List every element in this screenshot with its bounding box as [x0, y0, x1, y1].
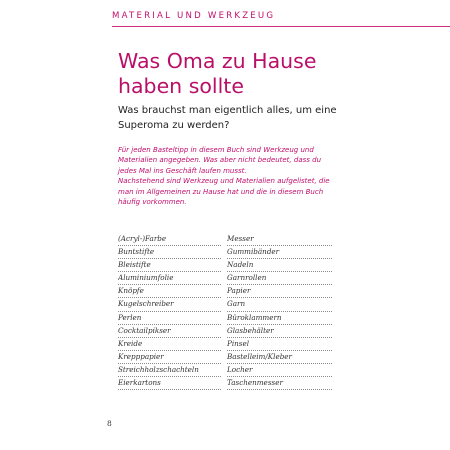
list-item: Cocktailpikser	[118, 325, 221, 338]
page-number: 8	[107, 419, 112, 428]
list-item: Buntstifte	[118, 246, 221, 259]
list-item: Kugelschreiber	[118, 298, 221, 311]
running-header	[112, 11, 450, 29]
list-item: Kreide	[118, 338, 221, 351]
intro-paragraph-2: Nachstehend sind Werkzeug und Materialien aufgelistet, die man im Allgemeinen zu Hause hat und die in diesem Buch häufig vorkommen.	[118, 177, 330, 207]
list-item: Aluminiumfolie	[118, 272, 221, 285]
list-item: Locher	[227, 364, 332, 377]
list-item: Krepppapier	[118, 351, 221, 364]
list-item: Messer	[227, 233, 332, 246]
page-title-line-2: haben sollte	[118, 74, 244, 98]
intro-paragraph-1: Für jeden Basteltipp in diesem Buch sind Werkzeug und Materialien angegeben. Was aber nicht bedeutet, dass du jedes Mal ins Geschäft laufen musst.	[118, 146, 322, 175]
list-item: (Acryl-)Farbe	[118, 233, 221, 246]
page-title-line-1: Was Oma zu Hause	[118, 49, 317, 73]
list-item: Glasbehälter	[227, 325, 332, 338]
list-item: Taschenmesser	[227, 377, 332, 390]
page-title	[118, 49, 418, 99]
header-divider	[112, 26, 450, 27]
list-item: Garnrollen	[227, 272, 332, 285]
materials-list	[118, 233, 326, 390]
list-item: Papier	[227, 285, 332, 298]
section-header: MATERIAL UND WERKZEUG	[112, 11, 276, 21]
list-item: Bleistifte	[118, 259, 221, 272]
list-item: Bastelleim/Kleber	[227, 351, 332, 364]
intro-text	[118, 145, 340, 207]
list-item: Knöpfe	[118, 285, 221, 298]
list-item: Gummibänder	[227, 246, 332, 259]
list-item: Garn	[227, 298, 332, 311]
list-item: Eierkartons	[118, 377, 221, 390]
page-subtitle: Was brauchst man eigentlich alles, um eine Superoma zu werden?	[118, 105, 337, 131]
list-item: Streichholzschachteln	[118, 364, 221, 377]
list-item: Pinsel	[227, 338, 332, 351]
list-item: Nadeln	[227, 259, 332, 272]
list-item: Büroklammern	[227, 312, 332, 325]
list-item: Perlen	[118, 312, 221, 325]
